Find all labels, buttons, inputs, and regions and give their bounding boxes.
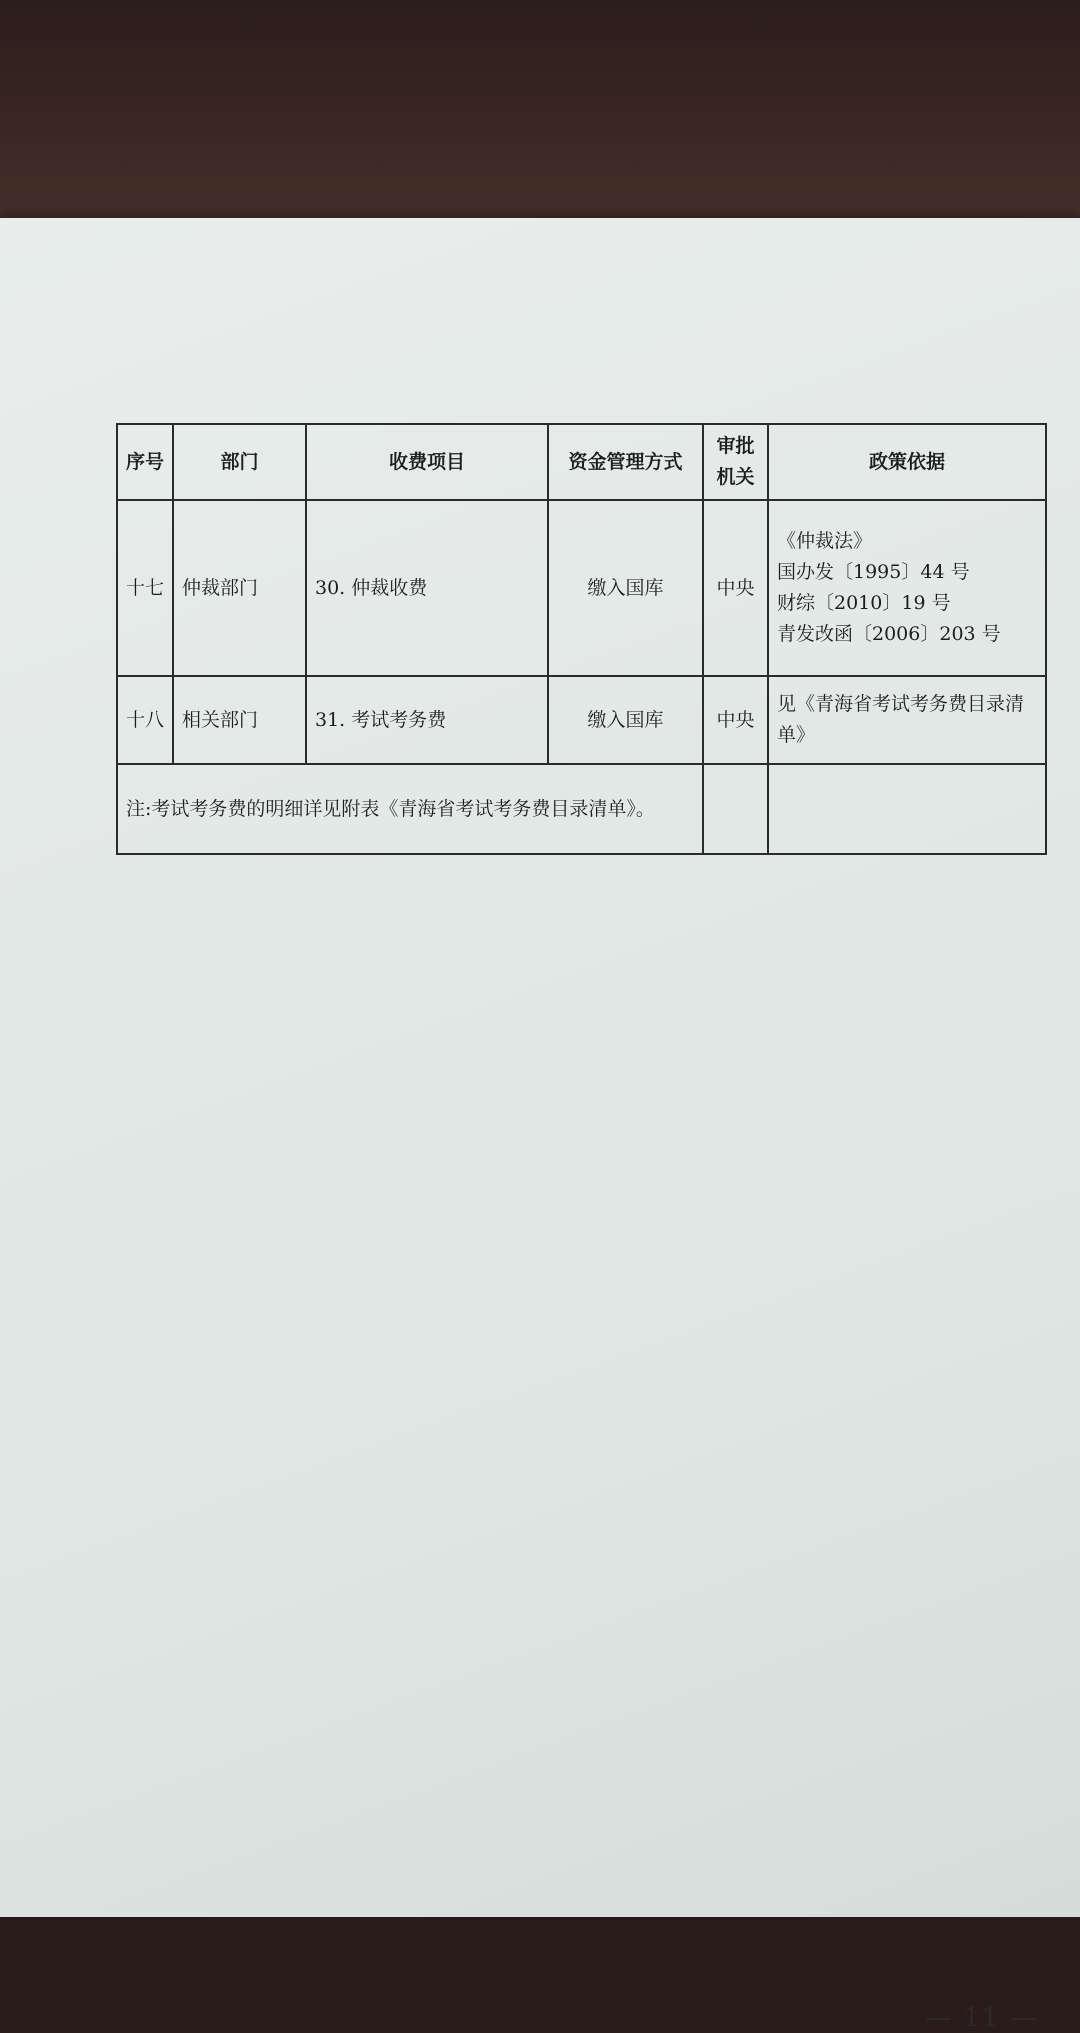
basis-line: 见《青海省考试考务费目录清单》 — [777, 693, 1025, 746]
header-fund: 资金管理方式 — [548, 424, 703, 500]
document-page — [0, 218, 1080, 2033]
row-dept: 仲裁部门 — [173, 500, 306, 676]
row-item: 30. 仲裁收费 — [306, 500, 548, 676]
fee-table — [116, 423, 1047, 855]
row-fund: 缴入国库 — [548, 676, 703, 764]
header-item: 收费项目 — [306, 424, 548, 500]
row-approval: 中央 — [703, 676, 768, 764]
table-note: 注:考试考务费的明细详见附表《青海省考试考务费目录清单》。 — [117, 764, 703, 854]
table-note-row — [117, 764, 1046, 854]
row-seq: 十八 — [117, 676, 173, 764]
table-row — [117, 500, 1046, 676]
basis-line: 财综〔2010〕19 号 — [777, 592, 951, 614]
basis-line: 国办发〔1995〕44 号 — [777, 561, 970, 583]
table-header-row — [117, 424, 1046, 500]
header-basis: 政策依据 — [768, 424, 1046, 500]
empty-cell — [703, 764, 768, 854]
row-seq: 十七 — [117, 500, 173, 676]
header-seq: 序号 — [117, 424, 173, 500]
row-dept: 相关部门 — [173, 676, 306, 764]
header-approval: 审批机关 — [703, 424, 768, 500]
row-item: 31. 考试考务费 — [306, 676, 548, 764]
row-basis — [768, 500, 1046, 676]
desk-background — [0, 0, 1080, 230]
basis-line: 《仲裁法》 — [777, 530, 873, 552]
row-approval: 中央 — [703, 500, 768, 676]
header-dept: 部门 — [173, 424, 306, 500]
empty-cell — [768, 764, 1046, 854]
row-basis — [768, 676, 1046, 764]
page-number: — 11 — — [925, 2003, 1039, 2033]
table-row — [117, 676, 1046, 764]
row-fund: 缴入国库 — [548, 500, 703, 676]
basis-line: 青发改函〔2006〕203 号 — [777, 623, 1001, 645]
